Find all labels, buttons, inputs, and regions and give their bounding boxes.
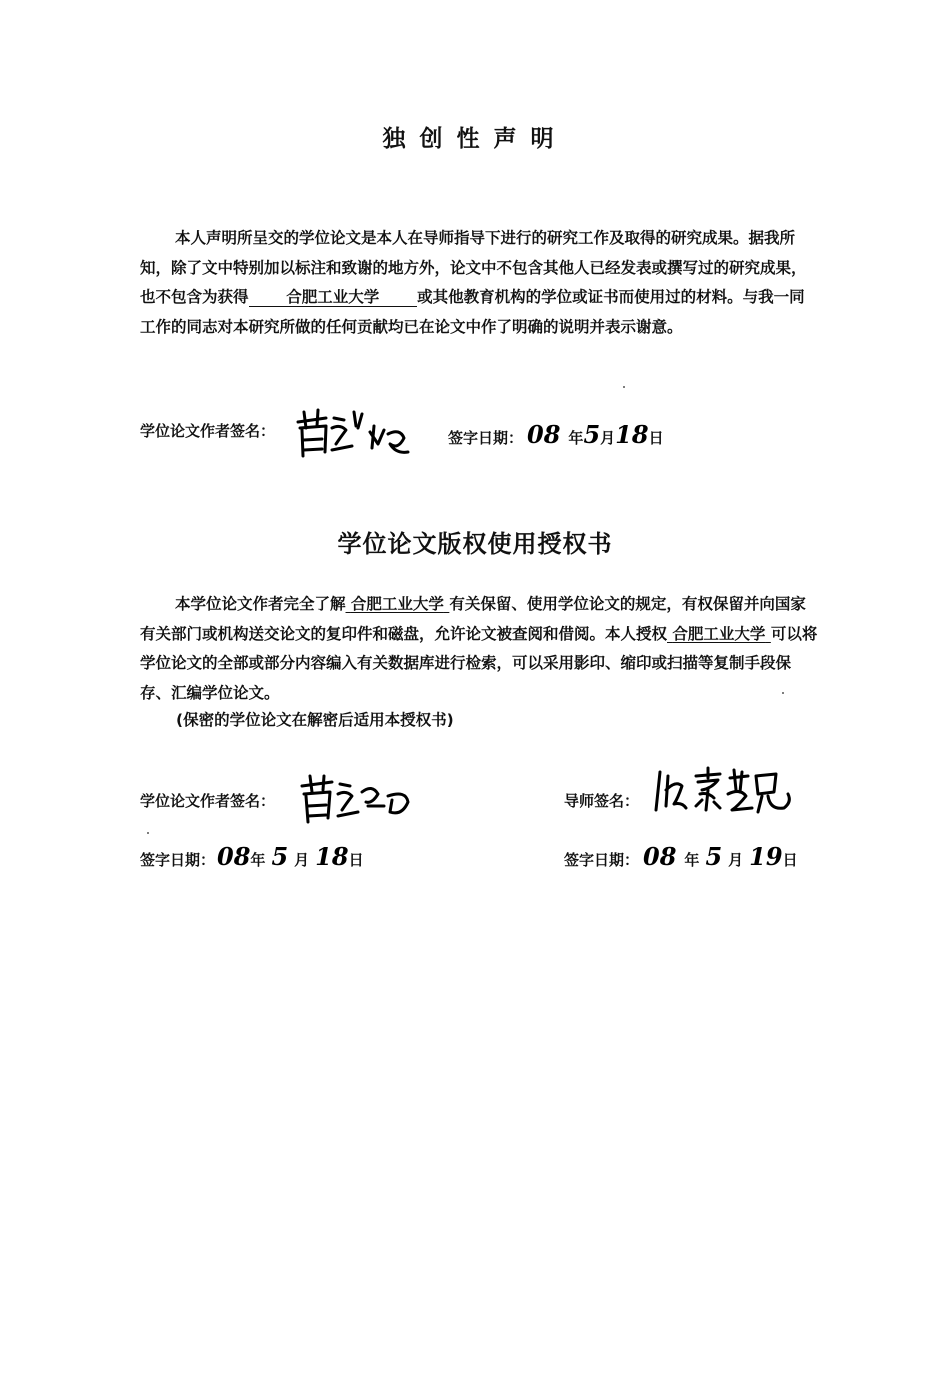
authorization-author-signature-label: 学位论文作者签名： — [140, 792, 276, 810]
advisor-signature-label: 导师签名： — [564, 792, 640, 810]
author-year-char: 年 — [250, 851, 266, 869]
declaration-year-char: 年 — [568, 429, 584, 447]
scan-speck — [147, 832, 149, 834]
author-date-year: 08 — [217, 842, 251, 871]
author-month-char: 月 — [294, 851, 310, 869]
declaration-date-year: 08 — [527, 420, 561, 449]
advisor-month-char: 月 — [728, 851, 744, 869]
declaration-date — [448, 420, 664, 449]
authorization-university-1: 合肥工业大学 — [350, 595, 444, 613]
authorization-author-date — [140, 842, 364, 871]
advisor-date-month: 5 — [705, 842, 723, 871]
author-date-label: 签字日期： — [140, 851, 216, 869]
authorization-paragraph — [140, 590, 820, 708]
declaration-university-blank — [249, 288, 418, 307]
confidential-note: (保密的学位论文在解密后适用本授权书) — [176, 711, 454, 729]
declaration-university: 合肥工业大学 — [286, 288, 380, 306]
authorization-text-1: 本学位论文作者完全了解 — [175, 595, 346, 613]
declaration-day-char: 日 — [648, 429, 664, 447]
declaration-text-before: 本人声明所呈交的学位论文是本人在导师指导下进行的研究工作及取得的研究成果。据我所知，除了文中特别加以标注和致谢的地方外，论文中不包含其他人已经发表或撰写过的研究成果，也不包含为获得 — [140, 229, 807, 306]
declaration-date-label: 签字日期： — [448, 429, 524, 447]
authorization-text-2: 有关保留、使用学位论文的规定，有权保留并向国家有关部门或机构送交论文的复印件和磁盘，允许论文被查阅和借阅。本人授权 — [140, 595, 806, 643]
advisor-date-day: 19 — [749, 842, 783, 871]
authorization-author-signature — [296, 772, 416, 830]
advisor-date — [564, 842, 798, 871]
declaration-title: 独创性声明 — [382, 126, 568, 152]
advisor-year-char: 年 — [684, 851, 700, 869]
declaration-date-month: 5 — [583, 420, 601, 449]
advisor-date-label: 签字日期： — [564, 851, 640, 869]
advisor-signature — [652, 766, 802, 818]
authorization-university-2: 合肥工业大学 — [672, 624, 766, 643]
declaration-date-day: 18 — [615, 420, 649, 449]
author-day-char: 日 — [348, 851, 364, 869]
advisor-date-year: 08 — [643, 842, 677, 871]
declaration-text-after: 或其他教育机构的学位或证书而使用过的材料。与我一同工作的同志对本研究所做的任何贡献均已在论文中作了明确的说明并表示谢意。 — [140, 288, 805, 336]
declaration-author-signature — [292, 404, 412, 462]
authorization-title: 学位论文版权使用授权书 — [337, 530, 613, 558]
advisor-day-char: 日 — [782, 851, 798, 869]
declaration-author-signature-label: 学位论文作者签名： — [140, 422, 276, 440]
declaration-paragraph — [140, 224, 820, 342]
declaration-month-char: 月 — [600, 429, 616, 447]
author-date-day: 18 — [315, 842, 349, 871]
scan-speck — [782, 692, 784, 694]
author-date-month: 5 — [271, 842, 289, 871]
scan-speck — [623, 386, 625, 388]
authorization-text-3: 可以将学位论文的全部或部分内容编入有关数据库进行检索，可以采用影印、缩印或扫描等复制手段保存、汇编学位论文。 — [140, 624, 818, 702]
